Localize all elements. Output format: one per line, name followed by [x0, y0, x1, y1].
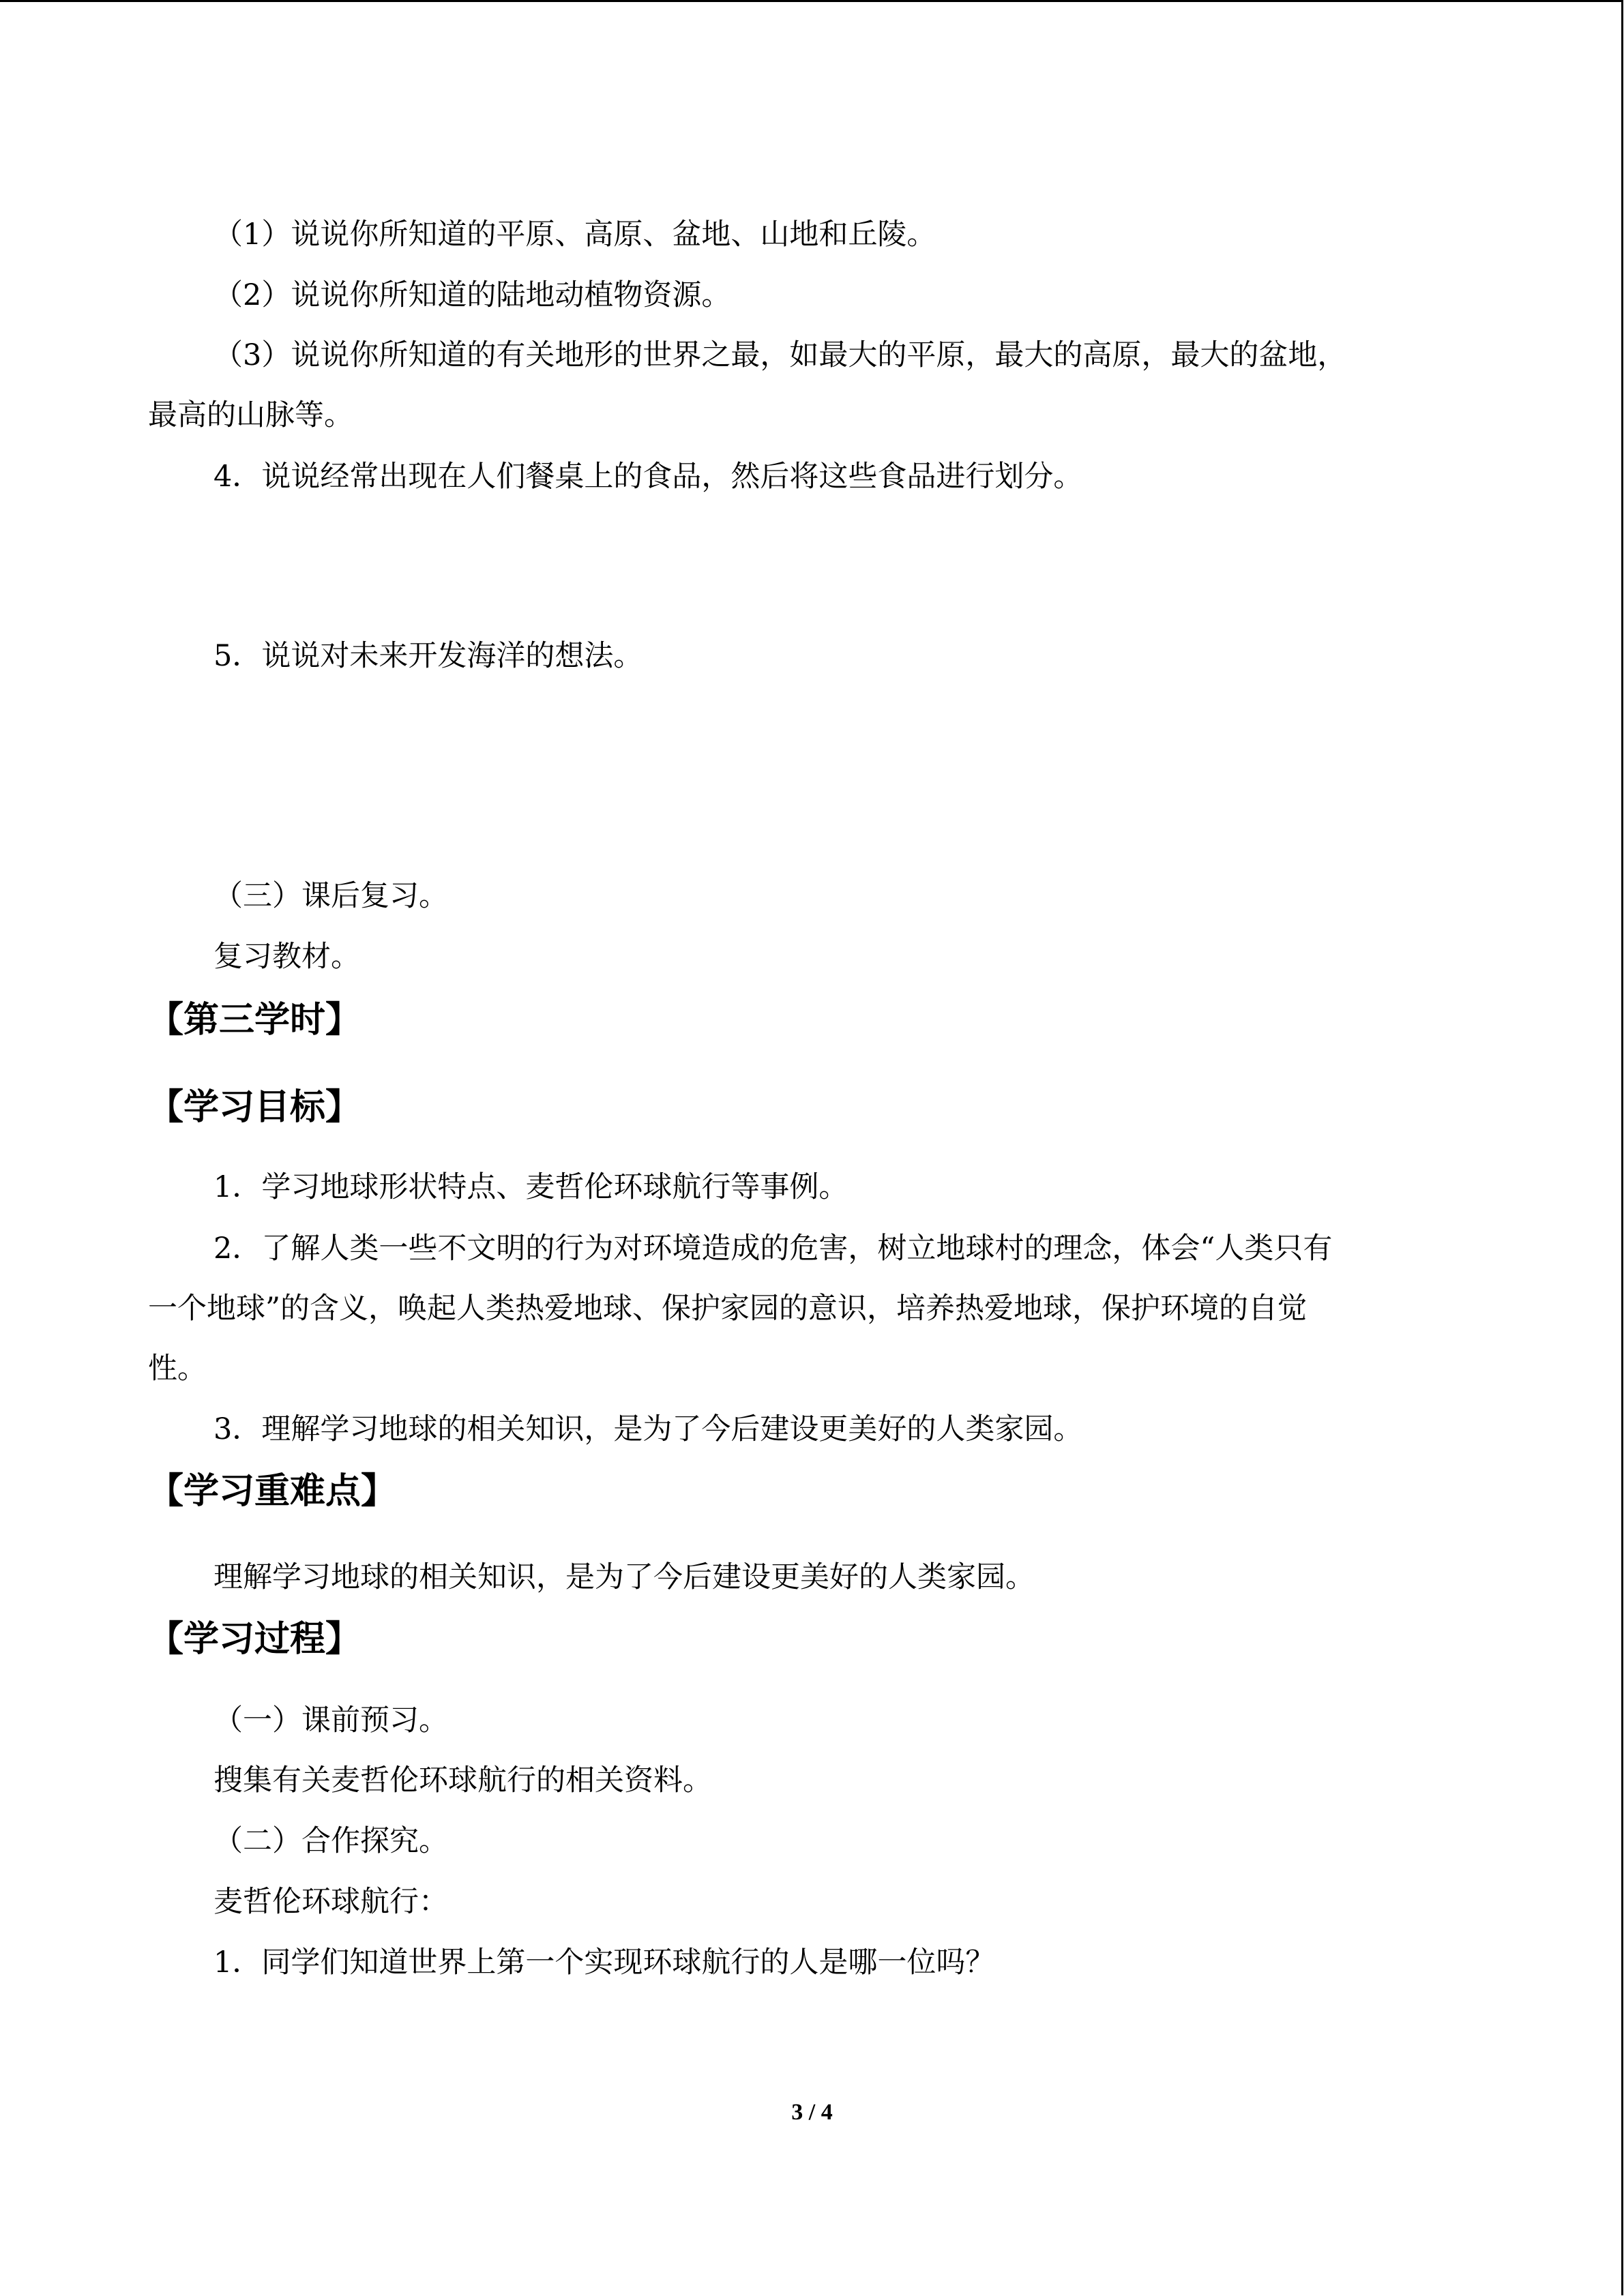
paragraph-line: 搜集有关麦哲伦环球航行的相关资料。	[213, 1763, 712, 1798]
paragraph-line: 4．说说经常出现在人们餐桌上的食品，然后将这些食品进行划分。	[213, 460, 1083, 494]
section-heading: 【学习目标】	[148, 1087, 361, 1128]
paragraph-line: 一个地球”的含义，唤起人类热爱地球、保护家园的意识，培养热爱地球，保护环境的自觉	[148, 1292, 1307, 1326]
paragraph-line: 3．理解学习地球的相关知识，是为了今后建设更美好的人类家园。	[213, 1412, 1083, 1446]
paragraph-line: （1）说说你所知道的平原、高原、盆地、山地和丘陵。	[213, 218, 936, 252]
paragraph-line: 2．了解人类一些不文明的行为对环境造成的危害，树立地球村的理念，体会“人类只有	[213, 1232, 1333, 1266]
paragraph-line: （一）课前预习。	[213, 1703, 448, 1738]
section-heading: 【学习过程】	[148, 1619, 361, 1660]
paragraph-line: 复习教材。	[213, 940, 360, 974]
paragraph-line: （2）说说你所知道的陆地动植物资源。	[213, 278, 731, 312]
paragraph-line: 1．学习地球形状特点、麦哲伦环球航行等事例。	[213, 1170, 848, 1204]
paragraph-line: 理解学习地球的相关知识，是为了今后建设更美好的人类家园。	[213, 1560, 1035, 1594]
paragraph-line: （三）课后复习。	[213, 879, 448, 913]
paragraph-line: 1．同学们知道世界上第一个实现环球航行的人是哪一位吗？	[213, 1945, 995, 1980]
page-number: 3 / 4	[791, 2100, 833, 2125]
section-heading: 【第三学时】	[148, 1000, 361, 1041]
paragraph-line: 麦哲伦环球航行：	[213, 1885, 448, 1919]
paragraph-line: 5．说说对未来开发海洋的想法。	[213, 639, 643, 673]
paragraph-line: 最高的山脉等。	[148, 398, 353, 432]
paragraph-line: （二）合作探究。	[213, 1824, 448, 1858]
paragraph-line: 性。	[148, 1352, 207, 1386]
section-heading: 【学习重难点】	[148, 1471, 397, 1512]
paragraph-line: （3）说说你所知道的有关地形的世界之最，如最大的平原，最大的高原，最大的盆地，	[213, 338, 1347, 372]
